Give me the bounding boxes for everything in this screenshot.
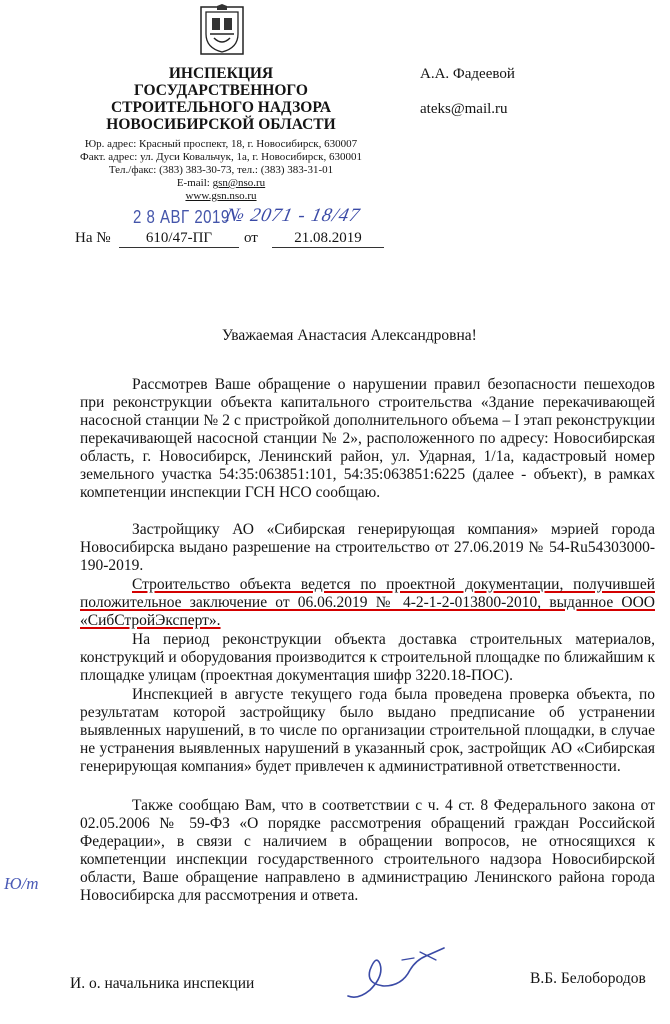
margin-handwritten-note: Ю/т [4, 874, 39, 893]
body-paragraph-5 [80, 686, 655, 776]
recipient-name: А.А. Фадеевой [420, 66, 515, 82]
coat-of-arms-icon [200, 4, 244, 56]
reference-label: На № [75, 230, 111, 246]
body-paragraph-1 [80, 376, 655, 502]
organization-website-link[interactable]: www.gsn.nso.ru [185, 190, 257, 202]
handwritten-outgoing-number: № 2071 - 18/47 [223, 205, 363, 226]
reference-from-label: от [244, 230, 258, 246]
org-line: ГОСУДАРСТВЕННОГО [134, 82, 308, 99]
paragraph-text: Застройщику АО «Сибирская генерирующая компания» мэрией города Новосибирска выдано разрешение на строительство от 27.06.2019 № 54-Ru54303000-190-2019. [80, 521, 655, 574]
paragraph-text: Рассмотрев Ваше обращение о нарушении правил безопасности пешеходов при реконструкции объекта капитального строительства «Здание перекачивающей насосной станции № 2 с пристройкой дополнительного объема – I этап реконструкции перекачивающей насосной станции № 2», расположенного по адресу: Новосибирская область, г. Новосибирск, Ленинский район, ул. Ударная, 1/1а, кадастровый номер земельного участка 54:35:063851:101, 54:35:063851:6225 (далее - объект), в рамках компетенции инспекции ГСН НСО сообщаю. [80, 376, 655, 501]
organization-title [60, 65, 382, 133]
paragraph-text: Инспекцией в августе текущего года была проведена проверка объекта, по результатам которой застройщику было выдано предписание об устранении выявленных нарушений, в то числе по организации строительной площадки, в случае не устранения выявленных нарушений в указанный срок, застройщик АО «Сибирская генерирующая компания» будет привлечен к административной ответственности. [80, 686, 655, 775]
reference-number: 610/47-ПГ [119, 230, 239, 248]
signer-title: И. о. начальника инспекции [70, 975, 255, 992]
recipient-email: ateks@mail.ru [420, 101, 508, 117]
organization-address [60, 138, 382, 203]
email-prefix: E-mail: [176, 177, 213, 189]
registration-stamp-date: 2 8 АВГ 2019 [133, 206, 230, 229]
body-paragraph-3-highlighted [80, 576, 655, 630]
body-paragraph-6 [80, 797, 655, 905]
highlighted-paragraph-text: Строительство объекта ведется по проектной документации, получившей положительное заключение от 06.06.2019 № 4-2-1-2-013800-2010, выданное ООО «СибСтройЭксперт». [80, 576, 655, 629]
salutation: Уважаемая Анастасия Александровна! [222, 327, 477, 344]
org-line: ИНСПЕКЦИЯ [168, 65, 274, 82]
address-line: Юр. адрес: Красный проспект, 18, г. Новосибирск, 630007 [84, 138, 358, 150]
org-line: НОВОСИБИРСКОЙ ОБЛАСТИ [106, 116, 336, 133]
organization-email-link[interactable]: gsn@nso.ru [212, 177, 266, 189]
handwritten-signature-icon [340, 940, 450, 1002]
address-line: Факт. адрес: ул. Дуси Ковальчук, 1а, г. Новосибирск, 630001 [80, 151, 362, 163]
reference-date: 21.08.2019 [272, 230, 384, 248]
body-paragraph-2 [80, 521, 655, 575]
paragraph-text: Также сообщаю Вам, что в соответствии с ч. 4 ст. 8 Федерального закона от 02.05.2006 № 59-ФЗ «О порядке рассмотрения обращений граждан Российской Федерации», в связи с наличием в обращении вопросов, не относящихся к компетенции инспекции государственного строительного надзора Новосибирской области, Ваше обращение направлено в администрацию Ленинского района города Новосибирска для рассмотрения и ответа. [80, 797, 655, 904]
address-line: Тел./факс: (383) 383-30-73, тел.: (383) 383-31-01 [108, 164, 334, 176]
paragraph-text: На период реконструкции объекта доставка строительных материалов, конструкций и оборудования производится к строительной площадке по ближайшим к площадке улицам (проектная документация шифр 3220.18-ПОС). [80, 631, 655, 684]
email-line [60, 177, 382, 190]
org-line: СТРОИТЕЛЬНОГО НАДЗОРА [110, 99, 332, 116]
signer-name: В.Б. Белобородов [530, 970, 646, 987]
body-paragraph-4 [80, 631, 655, 685]
